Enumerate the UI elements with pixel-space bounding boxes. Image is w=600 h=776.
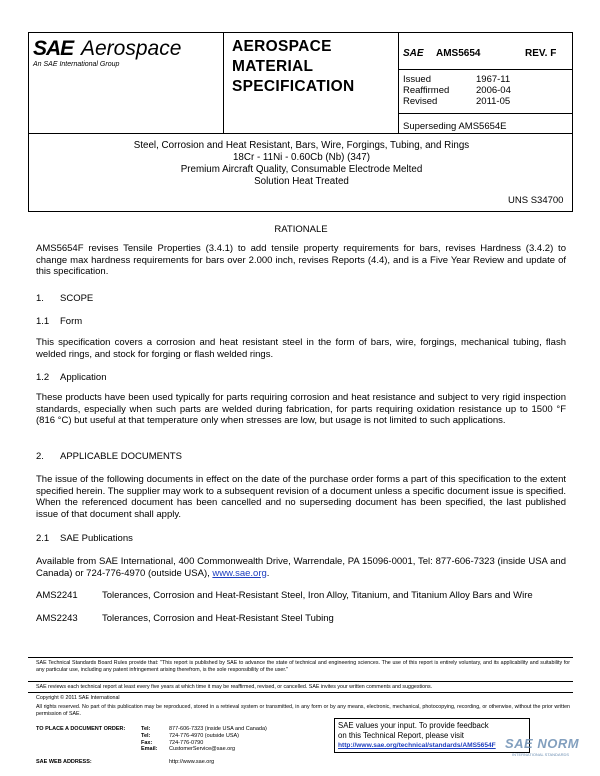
date-label: Issued [403,74,431,85]
footer-rule [28,657,573,658]
sae-address-text: Available from SAE International, 400 Commonwealth Drive, Warrendale, PA 15096-0001, Tel: 877-606-7323 (inside USA and Canada) or 724-776-4970 (outside USA), [36,556,566,579]
feedback-line: on this Technical Report, please visit [338,730,464,740]
title-line: Steel, Corrosion and Heat Resistant, Bars, Wire, Forgings, Tubing, and Rings [133,140,470,151]
section-number: 1.1 [36,316,50,327]
footer-rights: All rights reserved. No part of this publication may be reproduced, stored in a retrieval system or transmitted, in any form or by any means, electronic, mechanical, photocopying, recording, or otherwise, without the prior written permission of SAE. [36,704,570,717]
footer-copyright: Copyright © 2011 SAE International [36,695,120,701]
section-title: SCOPE [60,293,94,304]
document-title: Tolerances, Corrosion and Heat-Resistant Steel, Iron Alloy, Titanium, and Titanium Alloy Bars and Wire [102,590,533,601]
section-number: 2.1 [36,533,50,544]
section-1-heading [36,293,93,304]
contact-row [36,740,267,747]
title-composition: 18Cr - 11Ni - 0.60Cb (Nb) (347) [232,152,371,163]
order-contacts [36,726,267,753]
sae-website-link[interactable]: www.sae.org [212,567,267,579]
contact-label: Email: [141,746,158,753]
web-label: SAE WEB ADDRESS: [36,759,92,765]
contact-value: CustomerService@sae.org [169,746,236,753]
feedback-line: SAE values your input. To provide feedback [338,721,489,730]
watermark-subtitle: INTERNATIONAL STANDARDS [512,752,570,757]
revision-label: REV. F [525,48,557,59]
section-1-2-heading [36,372,106,383]
section-1-2-text: These products have been used typically for parts requiring corrosion and heat resistance and subject to very rigid inspection standards, especially when such parts are welded during fabrication, for parts requiring oxidation resistance up to 1500 °F (816 °C) but useful at that temperature only when stresses are low, but usage is not limited to such applications. [36,392,566,426]
section-1-1-text: This specification covers a corrosion and heat resistant steel in the form of bars, wire, forgings, mechanical tubing, flash welded rings, and stock for forging or flash welded rings. [36,337,566,360]
section-number: 2. [36,451,44,462]
section-title: Application [60,372,107,383]
sae-small-logo: SAE [403,48,424,59]
header-divider-left [223,33,224,133]
title-block [28,134,573,212]
header-divider-right [398,33,399,133]
section-2-heading [36,451,182,462]
header-rule-bottom [398,113,573,114]
date-value: 1967-11 [476,74,511,85]
document-title: Tolerances, Corrosion and Heat-Resistant Steel Tubing [102,613,334,624]
reference-document-row [36,613,334,624]
footer-rule [28,692,573,693]
date-value: 2011-05 [476,96,511,107]
document-code: AMS2243 [36,613,78,624]
date-label: Reaffirmed [403,85,450,96]
logo-subtitle: An SAE International Group [33,61,120,68]
reference-document-row [36,590,533,601]
date-row-revised [403,96,511,107]
section-2-1-heading [36,533,133,544]
title-line-3: SPECIFICATION [232,78,355,95]
spec-number: AMS5654 [436,48,481,59]
footer-rule [28,681,573,682]
section-title: APPLICABLE DOCUMENTS [60,451,182,462]
uns-number: UNS S34700 [508,195,564,206]
contact-row [36,746,267,753]
section-title: SAE Publications [60,533,133,544]
title-line-1: AEROSPACE [232,38,332,55]
section-number: 1. [36,293,44,304]
aerospace-logo-text: Aerospace [81,37,182,60]
watermark-logo: SAE NORM [505,736,580,751]
title-condition: Solution Heat Treated [254,176,349,187]
web-address-row [36,759,214,765]
contact-label: Tel: [141,726,151,732]
footer-disclaimer: SAE Technical Standards Board Rules provide that: "This report is published by SAE to advance the state of technical and engineering sciences. The use of this report is entirely voluntary, and its applicability and suitability for any particular use, including any patent infringement arising therefrom, is the sole responsibility of the user." [36,660,570,673]
section-2-1-text [36,556,566,579]
title-quality: Premium Aircraft Quality, Consumable Electrode Melted [180,164,423,175]
document-type-title [232,37,354,97]
contact-value: 724-776-4970 (outside USA) [169,732,240,739]
section-2-text: The issue of the following documents in effect on the date of the purchase order forms a part of this specification to the extent specified herein. The supplier may work to a subsequent revision of a document unless a specific document issue is specified. When the referenced document has been cancelled and no superseding document has been specified, the last published issue of that document shall apply. [36,474,566,520]
date-value: 2006-04 [476,85,511,96]
document-code: AMS2241 [36,590,78,601]
contact-value: 724-776-0790 [169,739,204,746]
sentence-end: . [266,567,270,579]
section-number: 1.2 [36,372,50,383]
sae-logo: SAE [33,37,74,60]
contact-label: Fax: [141,739,153,746]
superseding-note: Superseding AMS5654E [403,121,507,132]
order-label: TO PLACE A DOCUMENT ORDER: [36,726,126,732]
contact-value: 877-606-7323 (inside USA and Canada) [169,726,267,732]
feedback-link[interactable]: http://www.sae.org/technical/standards/AMS5654F [338,742,496,749]
section-title: Form [60,316,83,327]
header-rule-top [398,69,573,70]
footer-review-note: SAE reviews each technical report at least every five years at which time it may be reaffirmed, revised, or cancelled. SAE invites your written comments and suggestions. [36,684,433,690]
date-row-reaffirmed [403,85,511,96]
dates-table [403,74,511,107]
rationale-heading: RATIONALE [274,224,328,235]
web-value[interactable]: http://www.sae.org [169,759,215,765]
date-row-issued [403,74,511,85]
contact-row [36,726,267,733]
title-line-2: MATERIAL [232,58,314,75]
contact-row [36,733,267,740]
feedback-box [334,718,530,753]
section-1-1-heading [36,316,82,327]
date-label: Revised [403,96,438,107]
rationale-text: AMS5654F revises Tensile Properties (3.4.1) to add tensile property requirements for bars, revises Hardness (3.4.2) to change max hardness requirements for bars over 2.000 inch, revises Reports (4.4), and is a Five Year Review and update of this specification. [36,243,566,277]
contact-label: Tel: [141,732,151,739]
